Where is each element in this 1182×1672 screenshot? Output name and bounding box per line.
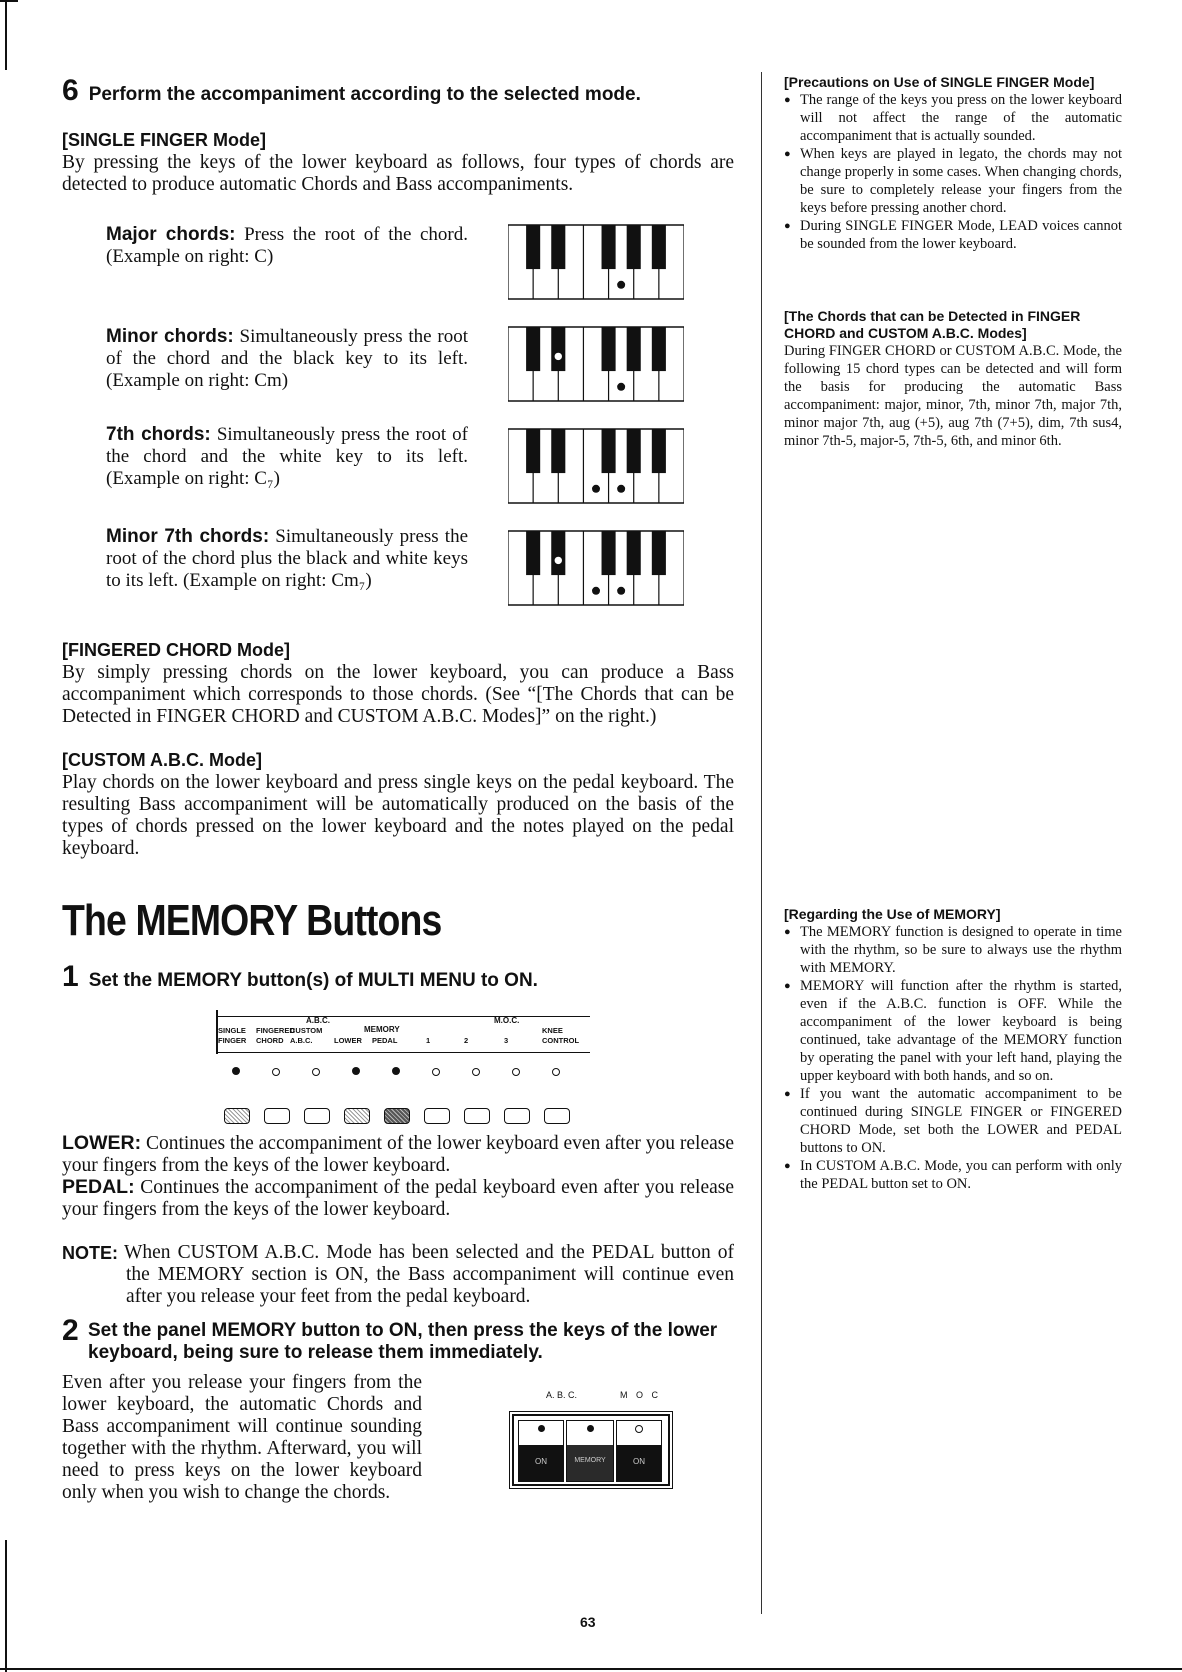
pressed-key-marker — [617, 587, 625, 595]
pressed-key-marker — [617, 383, 625, 391]
single-finger-intro: By pressing the keys of the lower keyboard as follows, four types of chords are detected to produce automatic Chords and Bass accompaniments. — [62, 152, 734, 195]
panel-column-bottom-label: LOWER — [334, 1036, 362, 1045]
black-key — [526, 429, 540, 473]
step-number: 6 — [62, 74, 79, 107]
panel-column-bottom-label: PEDAL — [372, 1036, 398, 1045]
precaution-item: ● When keys are played in legato, the chords may not change properly in some cases. When changing chords, be sure to completely release your fingers from the keys before pressing another chord. — [784, 145, 1122, 217]
panel-top-rule — [216, 1016, 590, 1017]
multi-menu-button[interactable] — [224, 1108, 250, 1124]
black-key — [551, 327, 565, 371]
black-key — [551, 429, 565, 473]
detected-chords-heading: [The Chords that can be Detected in FINGER CHORD and CUSTOM A.B.C. Modes] — [784, 308, 1081, 341]
pressed-key-marker — [592, 485, 600, 493]
panel-led-off — [512, 1068, 520, 1076]
precautions-section — [784, 74, 1122, 253]
fingered-chord-text: By simply pressing chords on the lower keyboard, you can produce a Bass accompaniment which corresponds to those chords. (See “[The Chords that can be Detected in FINGER CHORD and CUSTOM A.B.C. Modes]” on the right.) — [62, 662, 734, 727]
multi-menu-button[interactable] — [344, 1108, 370, 1124]
multi-menu-button[interactable] — [464, 1108, 490, 1124]
memory-usage-item: ● MEMORY will function after the rhythm is started, even if the A.B.C. function is OFF. While the accompaniment of the lower keyboard is being continued, take advantage of the MEMORY function by operating the panel with your left hand, playing the upper keyboard with both hands, and so on. — [784, 977, 1122, 1085]
multi-menu-button[interactable] — [264, 1108, 290, 1124]
single-finger-heading: [SINGLE FINGER Mode] — [62, 130, 266, 150]
chord-description: Simultaneously press the root of the chord plus the black and white keys to its left. (Example on right: Cm₇) — [106, 526, 469, 591]
note-text: When CUSTOM A.B.C. Mode has been selected and the PEDAL button of the MEMORY section is ON, the Bass accompaniment will continue even after you release your feet from the pedal keyboard. — [124, 1242, 734, 1307]
multi-menu-button[interactable] — [424, 1108, 450, 1124]
fingered-chord-heading: [FINGERED CHORD Mode] — [62, 640, 290, 660]
detected-chords-text: During FINGER CHORD or CUSTOM A.B.C. Mode, the following 15 chord types can be detected and will form the basis for producing the automatic Bass accompaniment: major, minor, 7th, minor 7th, major 7th, minor major 7th, aug (+5), aug 7th (7+5), dim, 7th sus4, minor 7th-5, major-5, 7th-5, 6th, and minor 6th. — [784, 343, 1122, 449]
panel-led-off — [552, 1068, 560, 1076]
corner-mark — [0, 0, 18, 2]
panel-column-top-label: CUSTOM — [290, 1026, 323, 1035]
panel-led-on — [392, 1067, 400, 1075]
panel-group-abc: A.B.C. — [306, 1016, 330, 1025]
black-key — [602, 531, 616, 575]
step-number: 1 — [62, 960, 79, 993]
panel-group-moc: M.O.C. — [494, 1016, 520, 1025]
chord-description: Simultaneously press the root of the chord and the white key to its left. (Example on right: C₇) — [106, 424, 468, 489]
left-margin-line — [5, 0, 7, 70]
chord-label: Minor chords: — [106, 326, 234, 347]
pressed-key-marker — [617, 281, 625, 289]
black-key — [652, 429, 666, 473]
panel-column-bottom-label: A.B.C. — [290, 1036, 313, 1045]
keyboard-diagram-7th — [508, 428, 684, 504]
memory-usage-item: ● In CUSTOM A.B.C. Mode, you can perform with only the PEDAL button set to ON. — [784, 1157, 1122, 1193]
chord-label: Minor 7th chords: — [106, 526, 270, 547]
panel-column-top-label: SINGLE — [218, 1026, 246, 1035]
chord-row-7th — [106, 424, 468, 490]
black-key — [602, 429, 616, 473]
memory-section-title: The MEMORY Buttons — [62, 896, 442, 945]
abc-on-button[interactable] — [518, 1420, 564, 1482]
panel-column-top-label: KNEE — [542, 1026, 563, 1035]
button-label: ON — [633, 1457, 645, 1466]
panel-memory-diagram — [510, 1390, 670, 1490]
page-number: 63 — [580, 1614, 596, 1630]
lower-label: LOWER: — [62, 1132, 142, 1154]
step-6-heading — [62, 74, 742, 108]
moc-on-button[interactable] — [616, 1420, 662, 1482]
multi-menu-button-row — [224, 1108, 588, 1132]
chord-label: 7th chords: — [106, 424, 211, 445]
panel-column-bottom-label: 1 — [426, 1036, 431, 1045]
precaution-item: ● During SINGLE FINGER Mode, LEAD voices cannot be sounded from the lower keyboard. — [784, 217, 1122, 253]
lower-description — [62, 1132, 734, 1177]
custom-abc-text: Play chords on the lower keyboard and press single keys on the pedal keyboard. The resulting Bass accompaniment will be automatically produced on the basis of the types of chords pressed on the lower keyboard and the notes played on the pedal keyboard. — [62, 772, 734, 859]
led-on — [538, 1425, 545, 1432]
memory-usage-item: ● The MEMORY function is designed to operate in time with the rhythm, so be sure to always use the rhythm with MEMORY. — [784, 923, 1122, 977]
memory-usage-item: ● If you want the automatic accompaniment to be continued during SINGLE FINGER or FINGERED CHORD Mode, set both the LOWER and PEDAL buttons to ON. — [784, 1085, 1122, 1157]
button-label: ON — [535, 1457, 547, 1466]
precaution-item: ● The range of the keys you press on the lower keyboard will not affect the range of the automatic accompaniment that is actually sounded. — [784, 91, 1122, 145]
pedal-label: PEDAL: — [62, 1176, 135, 1198]
detected-chords-section — [784, 308, 1122, 450]
black-key — [627, 531, 641, 575]
panel-column-bottom-label: CHORD — [256, 1036, 284, 1045]
black-key — [602, 225, 616, 269]
custom-abc-heading: [CUSTOM A.B.C. Mode] — [62, 750, 262, 770]
panel-led-off — [472, 1068, 480, 1076]
memory-button[interactable] — [566, 1420, 614, 1482]
black-key — [526, 327, 540, 371]
step-title: Set the MEMORY button(s) of MULTI MENU to ON. — [88, 970, 538, 991]
multi-menu-button[interactable] — [544, 1108, 570, 1124]
chord-label: Major chords: — [106, 224, 236, 245]
led-on — [587, 1425, 594, 1432]
column-divider — [761, 72, 762, 1614]
chord-description: Press the root of the chord. (Example on right: C) — [106, 224, 469, 267]
precautions-heading: [Precautions on Use of SINGLE FINGER Mode] — [784, 74, 1095, 90]
chord-row-minor — [106, 326, 468, 392]
bottom-rule — [0, 1668, 1182, 1670]
pedal-description — [62, 1176, 734, 1221]
chord-row-minor7th — [106, 526, 468, 592]
memory-usage-section — [784, 906, 1122, 1193]
black-key — [526, 225, 540, 269]
black-key — [551, 531, 565, 575]
lower-text: Continues the accompaniment of the lower keyboard even after you release your fingers from the keys of the lower keyboard. — [62, 1133, 735, 1176]
step-2-text: Even after you release your fingers from the lower keyboard, the automatic Chords and Bass accompaniment will continue sounding together with the rhythm. Afterward, you will need to press keys on the lower keyboard only when you wish to change the chords. — [62, 1372, 422, 1503]
note-label: NOTE: — [62, 1243, 118, 1263]
step-number: 2 — [62, 1314, 79, 1347]
black-key — [602, 327, 616, 371]
panel-led-on — [232, 1067, 240, 1075]
keyboard-diagram-major — [508, 224, 684, 300]
chord-row-major — [106, 224, 468, 268]
panel-column-bottom-label: CONTROL — [542, 1036, 580, 1045]
panel-led-off — [312, 1068, 320, 1076]
multi-menu-panel — [216, 1008, 590, 1102]
left-margin-line-bottom — [5, 1540, 7, 1672]
button-label: MEMORY — [574, 1457, 606, 1464]
keyboard-diagram-minor — [508, 326, 684, 402]
pressed-black-key-marker — [554, 556, 562, 564]
moc-label: M O C — [620, 1390, 661, 1400]
pressed-key-marker — [592, 587, 600, 595]
panel-column-bottom-label: FINGER — [218, 1036, 247, 1045]
keyboard-diagram-minor7th — [508, 530, 684, 606]
pedal-text: Continues the accompaniment of the pedal keyboard even after you release your fingers from the keys of the lower keyboard. — [62, 1177, 734, 1220]
multi-menu-button[interactable] — [504, 1108, 530, 1124]
black-key — [627, 429, 641, 473]
panel-led-on — [352, 1067, 360, 1075]
panel-column-bottom-label: 3 — [504, 1036, 509, 1045]
panel-led-off — [432, 1068, 440, 1076]
panel-bottom-rule — [216, 1052, 590, 1053]
abc-label: A. B. C. — [546, 1390, 578, 1400]
black-key — [652, 327, 666, 371]
step-title: Perform the accompaniment according to the selected mode. — [88, 84, 641, 105]
panel-group-memory: MEMORY — [364, 1025, 400, 1034]
black-key — [627, 327, 641, 371]
black-key — [652, 225, 666, 269]
memory-step-1-heading — [62, 960, 538, 994]
pressed-key-marker — [617, 485, 625, 493]
step-title: Set the panel MEMORY button to ON, then press the keys of the lower keyboard, being sure to release them immediately. — [88, 1320, 718, 1363]
black-key — [551, 225, 565, 269]
black-key — [627, 225, 641, 269]
panel-column-top-label: FINGERED — [256, 1026, 295, 1035]
led-off — [635, 1425, 643, 1433]
panel-led-off — [272, 1068, 280, 1076]
memory-usage-heading: [Regarding the Use of MEMORY] — [784, 906, 1001, 922]
panel-column-bottom-label: 2 — [464, 1036, 469, 1045]
black-key — [652, 531, 666, 575]
multi-menu-button[interactable] — [304, 1108, 330, 1124]
pressed-black-key-marker — [554, 352, 562, 360]
multi-menu-button[interactable] — [384, 1108, 410, 1124]
black-key — [526, 531, 540, 575]
chord-description: Simultaneously press the root of the chord and the black key to its left. (Example on right: Cm) — [106, 326, 468, 391]
